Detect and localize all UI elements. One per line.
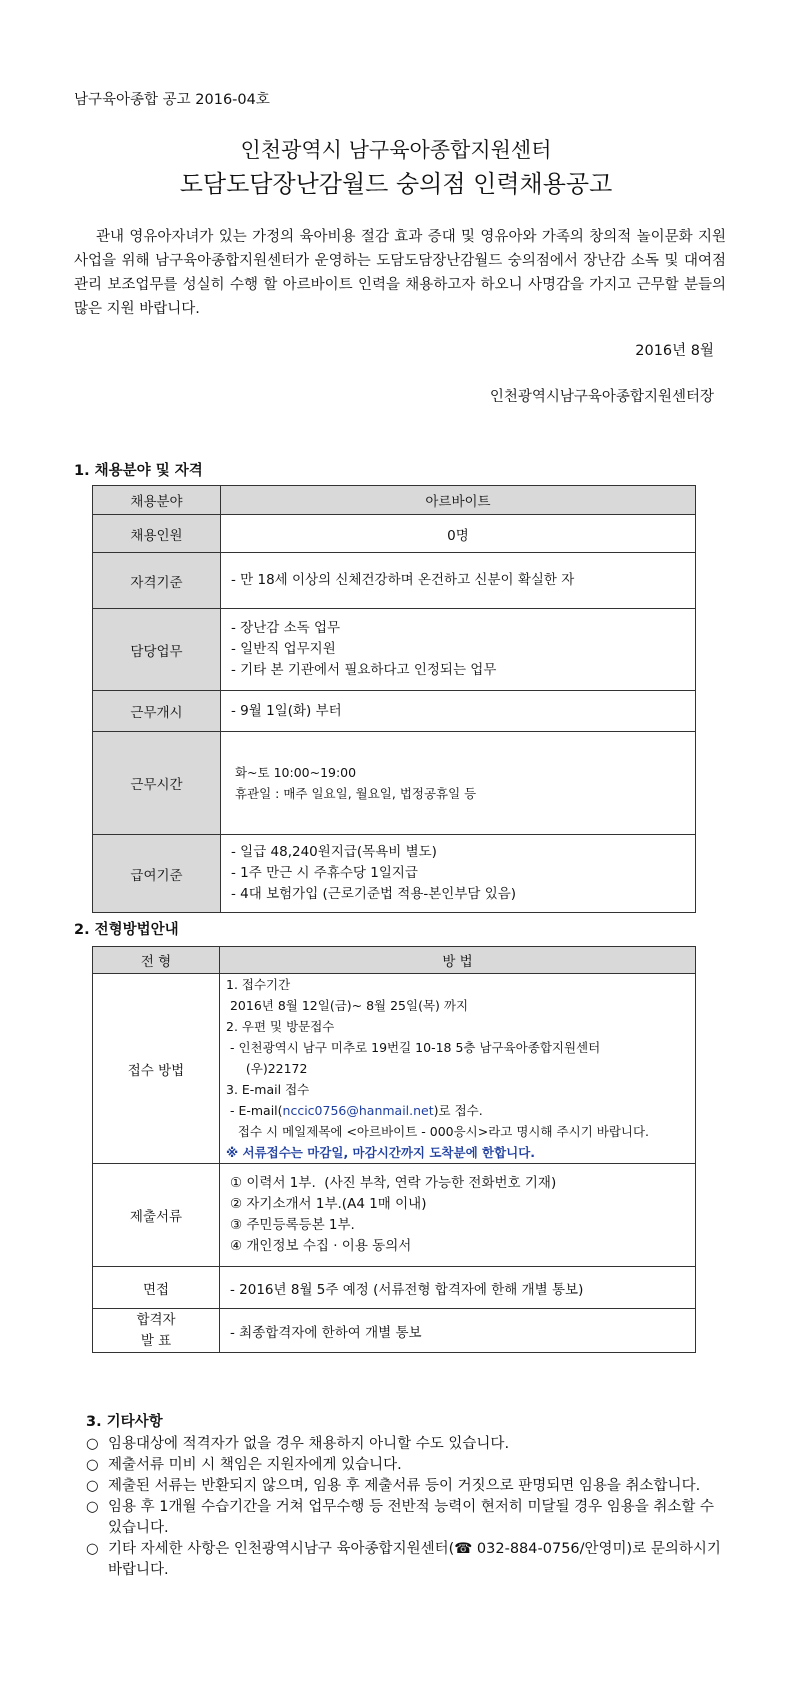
table-row [93, 1164, 696, 1267]
circle-bullet-icon: ○ [86, 1541, 99, 1557]
table-row [93, 609, 696, 691]
row-value: - 만 18세 이상의 신체건강하며 온건하고 신분이 확실한 자 [221, 553, 696, 609]
table-row [93, 553, 696, 609]
table-row [93, 486, 696, 515]
table-row [93, 732, 696, 835]
row-value: 0명 [221, 515, 696, 553]
selection-table [92, 946, 696, 1353]
notice-date: 2016년 8월 [635, 343, 714, 359]
notice-number: 남구육아종합 공고 2016-04호 [74, 92, 270, 108]
list-item: ○ 기타 자세한 사항은 인천광역시남구 육아종합지원센터(☎ 032-884-0756/안영미)로 문의하시기 바랍니다. [86, 1539, 726, 1581]
table-row [93, 974, 696, 1164]
table-row [93, 1309, 696, 1353]
notes-list [86, 1434, 726, 1581]
circle-bullet-icon: ○ [86, 1499, 99, 1515]
list-item: ○ 임용 후 1개월 수습기간을 거쳐 업무수행 등 전반적 능력이 현저히 미달될 경우 임용을 취소할 수 있습니다. [86, 1497, 726, 1539]
list-item: ○ 제출서류 미비 시 책임은 지원자에게 있습니다. [86, 1455, 726, 1476]
row-label: 채용인원 [93, 515, 221, 553]
result-label: 합격자 발 표 [93, 1309, 220, 1353]
table-row [93, 835, 696, 913]
section2-heading: 2. 전형방법안내 [74, 922, 179, 938]
row-value: - 9월 1일(화) 부터 [221, 691, 696, 732]
result-value: - 최종합격자에 한하여 개별 통보 [220, 1309, 696, 1353]
intro-paragraph: 관내 영유아자녀가 있는 가정의 육아비용 절감 효과 증대 및 영유아와 가족의 창의적 놀이문화 지원 사업을 위해 남구육아종합지원센터가 운영하는 도담도담장난감월드 숭의점에서 장난감 소독 및 대여점 관리 보조업무를 성실히 수행 할 아르바이트 인력을 채용하고자 하오니 사명감을 가지고 근무할 분들의 많은 지원 바랍니다. [74, 229, 726, 317]
row-value: - 장난감 소독 업무 - 일반직 업무지원 - 기타 본 기관에서 필요하다고 인정되는 업무 [221, 609, 696, 691]
page-title: 도담도담장난감월드 숭의점 인력채용공고 [179, 170, 613, 198]
circle-bullet-icon: ○ [86, 1478, 99, 1494]
row-value: 화~토 10:00~19:00 휴관일 : 매주 일요일, 월요일, 법정공휴일 등 [221, 732, 696, 835]
circle-bullet-icon: ○ [86, 1457, 99, 1473]
row-label: 자격기준 [93, 553, 221, 609]
list-item: ○ 임용대상에 적격자가 없을 경우 채용하지 아니할 수도 있습니다. [86, 1434, 726, 1455]
row-value: - 일급 48,240원지급(목욕비 별도) - 1주 만근 시 주휴수당 1일지급 - 4대 보험가입 (근로기준법 적용-본인부담 있음) [221, 835, 696, 913]
table-row [93, 515, 696, 553]
interview-value: - 2016년 8월 5주 예정 (서류전형 합격자에 한해 개별 통보) [220, 1267, 696, 1309]
section1-heading: 1. 채용분야 및 자격 [74, 463, 203, 479]
apply-method: 1. 접수기간 2016년 8월 12일(금)~ 8월 25일(목) 까지 2. 우편 및 방문접수 - 인천광역시 남구 미추로 19번길 10-18 5층 남구육아종합지원센터 (우)22172 3. E-mail 접수 - E-mail(nccic0756@hanmail.net)로 접수. 접수 시 메일제목에 <아르바이트 - 000응시>라고 명시해 주시기 바랍니다. ※ 서류접수는 마감일, 마감시간까지 도착분에 한합니다. [220, 974, 696, 1164]
table-row [93, 947, 696, 974]
row-label: 채용분야 [93, 486, 221, 515]
section3-heading: 3. 기타사항 [86, 1414, 163, 1430]
interview-label: 면접 [93, 1267, 220, 1309]
docs-label: 제출서류 [93, 1164, 220, 1267]
deadline-notice: ※ 서류접수는 마감일, 마감시간까지 도착분에 한합니다. [226, 1145, 536, 1160]
circle-bullet-icon: ○ [86, 1436, 99, 1452]
org-title: 인천광역시 남구육아종합지원센터 [240, 138, 552, 162]
apply-label: 접수 방법 [93, 974, 220, 1164]
row-value: 아르바이트 [221, 486, 696, 515]
row-label: 근무시간 [93, 732, 221, 835]
col-header-stage: 전 형 [93, 947, 220, 974]
table-row [93, 1267, 696, 1309]
row-label: 담당업무 [93, 609, 221, 691]
col-header-method: 방 법 [220, 947, 696, 974]
row-label: 근무개시 [93, 691, 221, 732]
table-row [93, 691, 696, 732]
email-link[interactable]: nccic0756@hanmail.net [282, 1103, 434, 1118]
docs-list: ① 이력서 1부. (사진 부착, 연락 가능한 전화번호 기재) ② 자기소개서 1부.(A4 1매 이내) ③ 주민등록등본 1부. ④ 개인정보 수집 · 이용 동의서 [220, 1164, 696, 1267]
list-item: ○ 제출된 서류는 반환되지 않으며, 임용 후 제출서류 등이 거짓으로 판명되면 임용을 취소합니다. [86, 1476, 726, 1497]
row-label: 급여기준 [93, 835, 221, 913]
recruit-table [92, 485, 696, 913]
issuer: 인천광역시남구육아종합지원센터장 [489, 389, 714, 405]
